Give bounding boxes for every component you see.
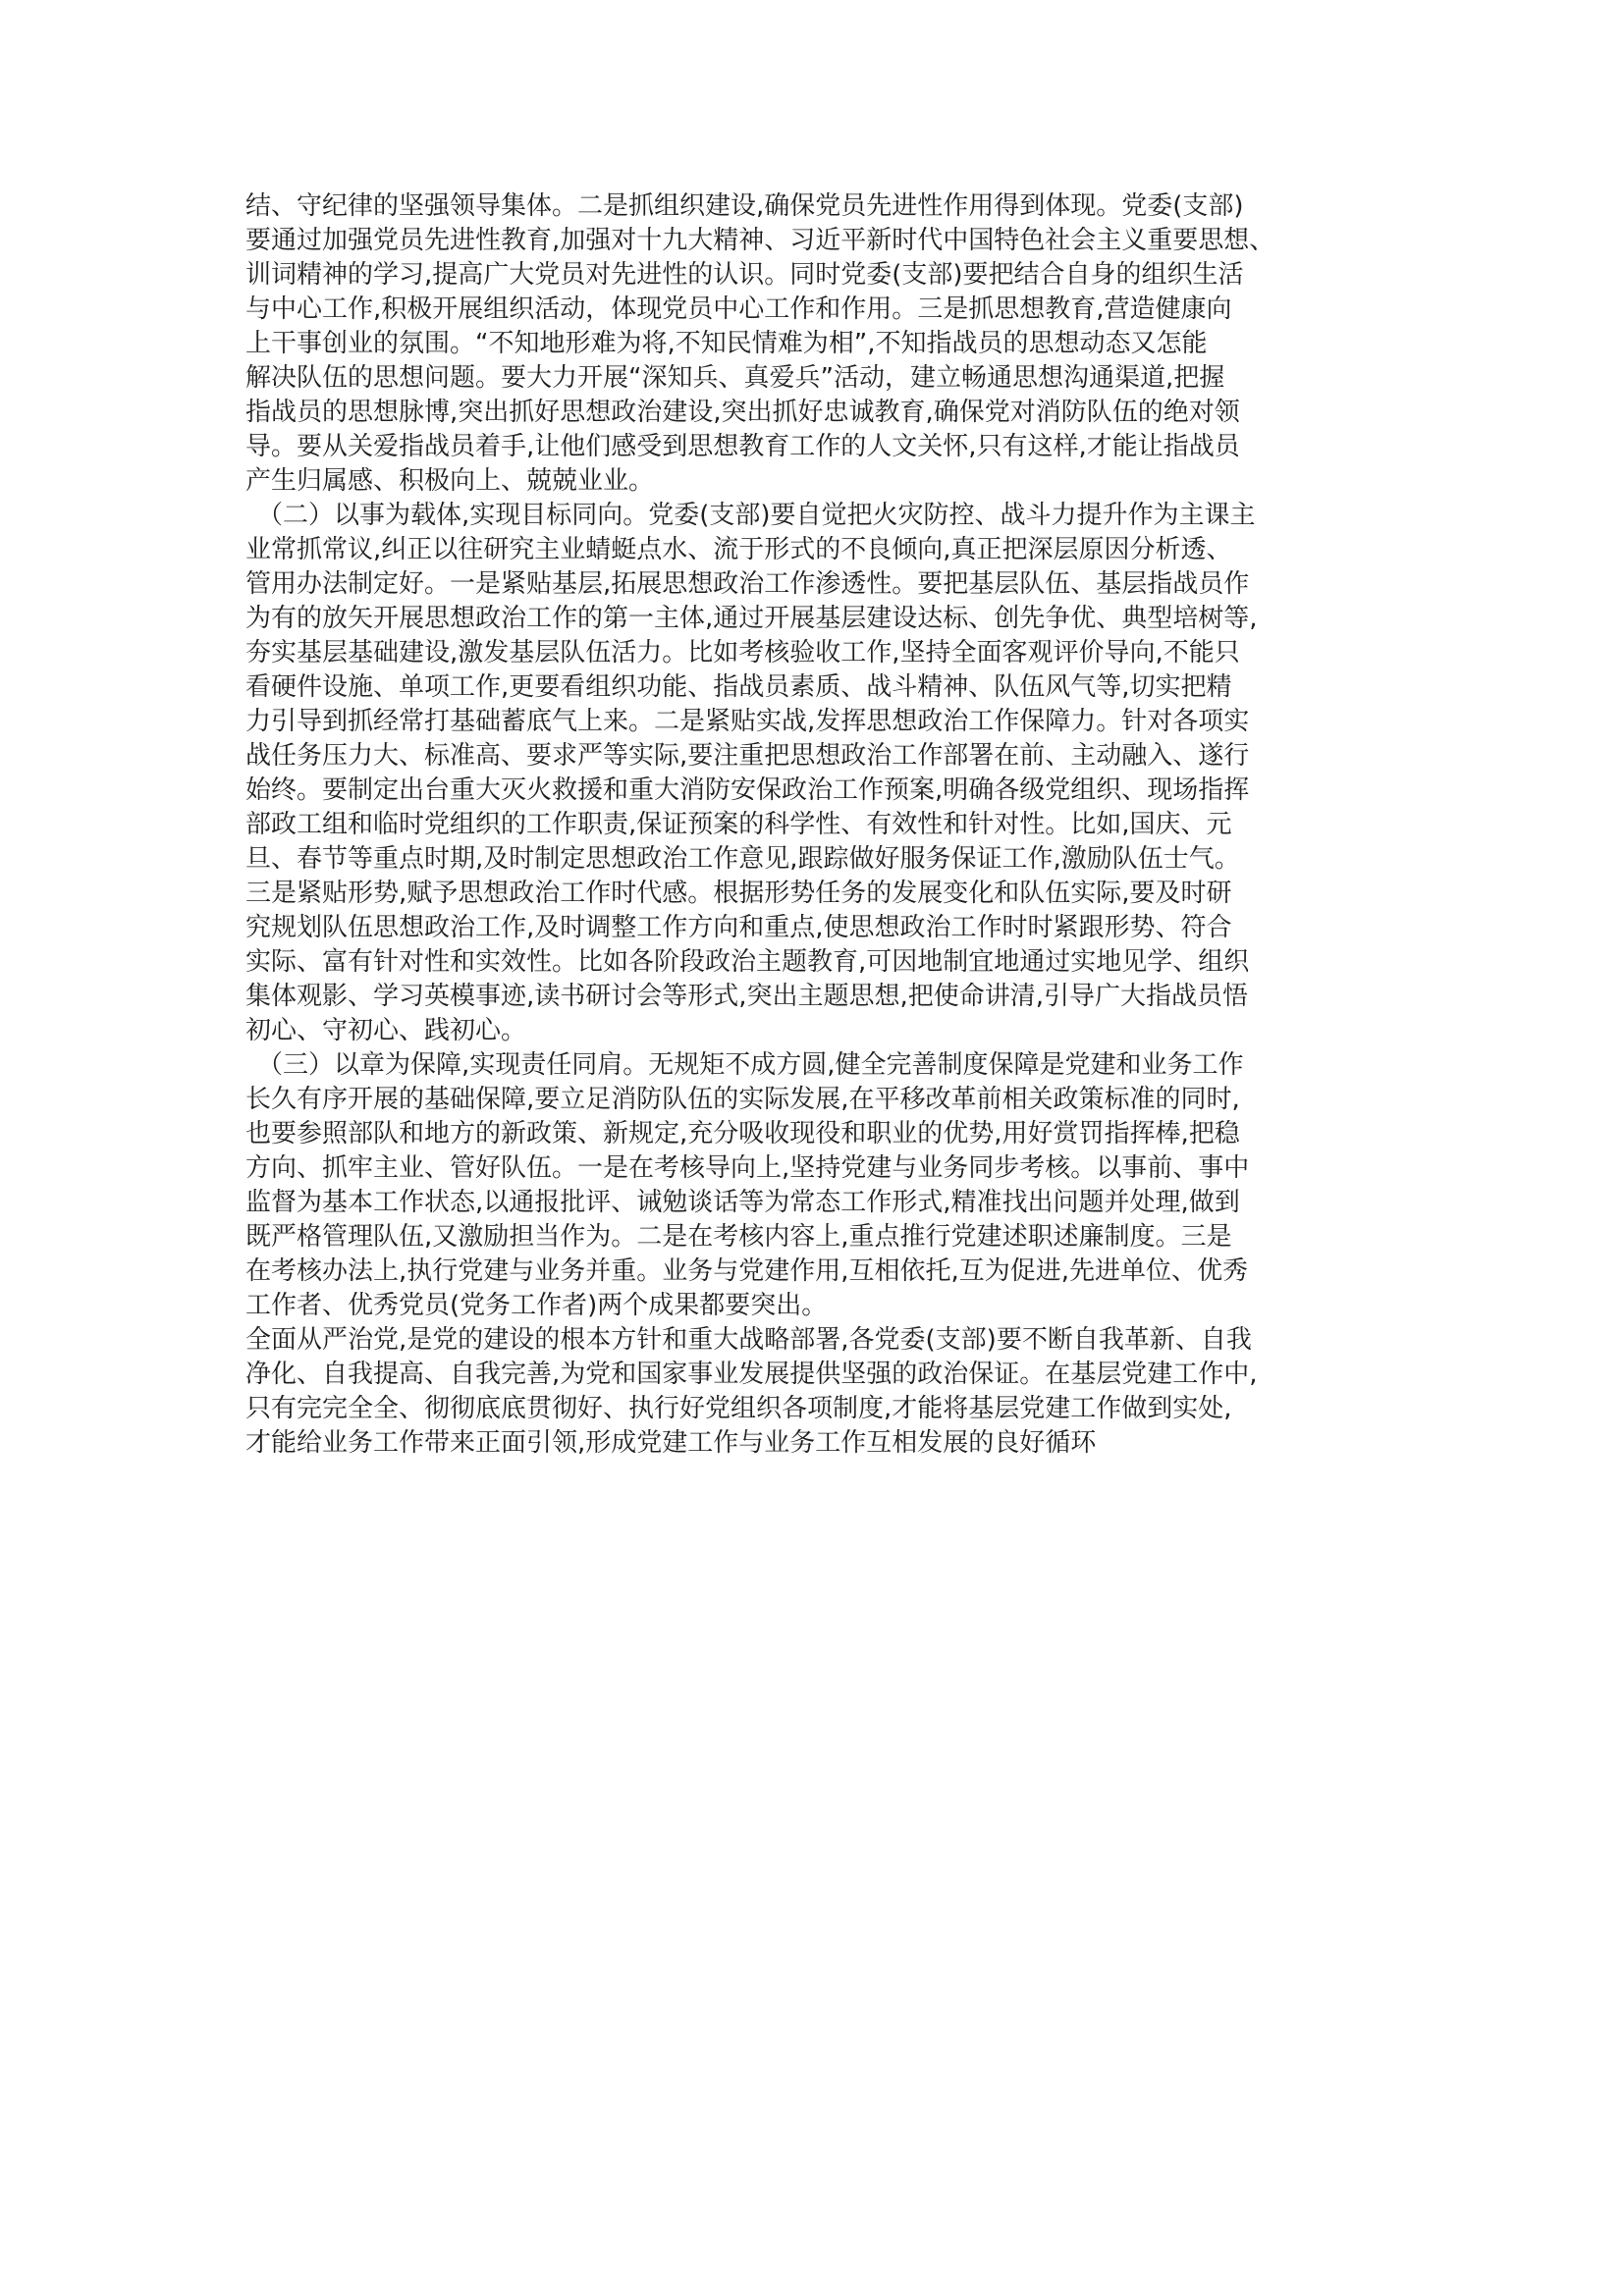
text-line: 战任务压力大、标准高、要求严等实际,要注重把思想政治工作部署在前、主动融入、遂行	[245, 741, 1250, 771]
text-line: 也要参照部队和地方的新政策、新规定,充分吸收现役和职业的优势,用好赏罚指挥棒,把稳	[245, 1119, 1240, 1148]
text-line: 指战员的思想脉博,突出抓好思想政治建设,突出抓好忠诚教育,确保党对消防队伍的绝对领	[245, 398, 1240, 427]
text-line: 上干事创业的氛围。“不知地形难为将,不知民情难为相”,不知指战员的思想动态又怎能	[245, 329, 1208, 358]
text-line: 管用办法制定好。一是紧贴基层,拓展思想政治工作渗透性。要把基层队伍、基层指战员作	[245, 569, 1250, 599]
text-line: 为有的放矢开展思想政治工作的第一主体,通过开展基层建设达标、创先争优、典型培树等,	[245, 604, 1258, 633]
text-line: 与中心工作,积极开展组织活动，体现党员中心工作和作用。三是抓思想教育,营造健康向	[245, 294, 1232, 324]
text-line: 净化、自我提高、自我完善,为党和国家事业发展提供坚强的政治保证。在基层党建工作中,	[245, 1360, 1258, 1389]
text-line: 工作者、优秀党员(党务工作者)两个成果都要突出。	[245, 1291, 828, 1320]
section-heading-line: （三）以章为保障,实现责任同肩。无规矩不成方圆,健全完善制度保障是党建和业务工作	[257, 1050, 1244, 1080]
text-line: 始终。要制定出台重大灭火救援和重大消防安保政治工作预案,明确各级党组织、现场指挥	[245, 775, 1250, 805]
text-line: 才能给业务工作带来正面引领,形成党建工作与业务工作互相发展的良好循环	[245, 1428, 1097, 1458]
text-line: 在考核办法上,执行党建与业务并重。业务与党建作用,互相依托,互为促进,先进单位、优秀	[245, 1256, 1249, 1286]
text-line: 导。要从关爱指战员着手,让他们感受到思想教育工作的人文关怀,只有这样,才能让指战员	[245, 432, 1240, 461]
text-line: 既严格管理队伍,又激励担当作为。二是在考核内容上,重点推行党建述职述廉制度。三是	[245, 1222, 1232, 1252]
text-line: 三是紧贴形势,赋予思想政治工作时代感。根据形势任务的发展变化和队伍实际,要及时研	[245, 879, 1232, 908]
document-body	[245, 189, 1384, 1461]
text-line: 监督为基本工作状态,以通报批评、诫勉谈话等为常态工作形式,精准找出问题并处理,做到	[245, 1188, 1240, 1217]
text-line: 初心、守初心、践初心。	[245, 1016, 527, 1045]
text-line: 力引导到抓经常打基础蓄底气上来。二是紧贴实战,发挥思想政治工作保障力。针对各项实	[245, 707, 1250, 736]
text-line: 旦、春节等重点时期,及时制定思想政治工作意见,跟踪做好服务保证工作,激励队伍士气。	[245, 844, 1240, 874]
text-line: 训词精神的学习,提高广大党员对先进性的认识。同时党委(支部)要把结合自身的组织生活	[245, 260, 1244, 290]
section-heading-line: （二）以事为载体,实现目标同向。党委(支部)要自觉把火灾防控、战斗力提升作为主课主	[257, 501, 1256, 530]
text-line: 看硬件设施、单项工作,更要看组织功能、指战员素质、战斗精神、队伍风气等,切实把精	[245, 672, 1232, 702]
text-line: 集体观影、学习英模事迹,读书研讨会等形式,突出主题思想,把使命讲清,引导广大指战员悟	[245, 982, 1249, 1011]
text-line: 只有完完全全、彻彻底底贯彻好、执行好党组织各项制度,才能将基层党建工作做到实处,	[245, 1394, 1232, 1423]
text-line: 产生归属感、积极向上、兢兢业业。	[245, 466, 655, 496]
text-line: 方向、抓牢主业、管好队伍。一是在考核导向上,坚持党建与业务同步考核。以事前、事中	[245, 1153, 1250, 1183]
text-line: 实际、富有针对性和实效性。比如各阶段政治主题教育,可因地制宜地通过实地见学、组织	[245, 947, 1250, 977]
text-line: 全面从严治党,是党的建设的根本方针和重大战略部署,各党委(支部)要不断自我革新、自我	[245, 1325, 1252, 1355]
text-line: 究规划队伍思想政治工作,及时调整工作方向和重点,使思想政治工作时时紧跟形势、符合	[245, 913, 1232, 942]
text-line: 业常抓常议,纠正以往研究主业蜻蜓点水、流于形式的不良倾向,真正把深层原因分析透、	[245, 535, 1232, 564]
text-line: 夯实基层基础建设,激发基层队伍活力。比如考核验收工作,坚持全面客观评价导向,不能只	[245, 638, 1240, 667]
text-line: 长久有序开展的基础保障,要立足消防队伍的实际发展,在平移改革前相关政策标准的同时,	[245, 1085, 1240, 1114]
text-line: 要通过加强党员先进性教育,加强对十九大精神、习近平新时代中国特色社会主义重要思想、	[245, 226, 1275, 255]
text-line: 解决队伍的思想问题。要大力开展“深知兵、真爱兵”活动，建立畅通思想沟通渠道,把握	[245, 363, 1225, 393]
text-line: 结、守纪律的坚强领导集体。二是抓组织建设,确保党员先进性作用得到体现。党委(支部)	[245, 191, 1244, 221]
text-line: 部政工组和临时党组织的工作职责,保证预案的科学性、有效性和针对性。比如,国庆、元	[245, 810, 1232, 839]
